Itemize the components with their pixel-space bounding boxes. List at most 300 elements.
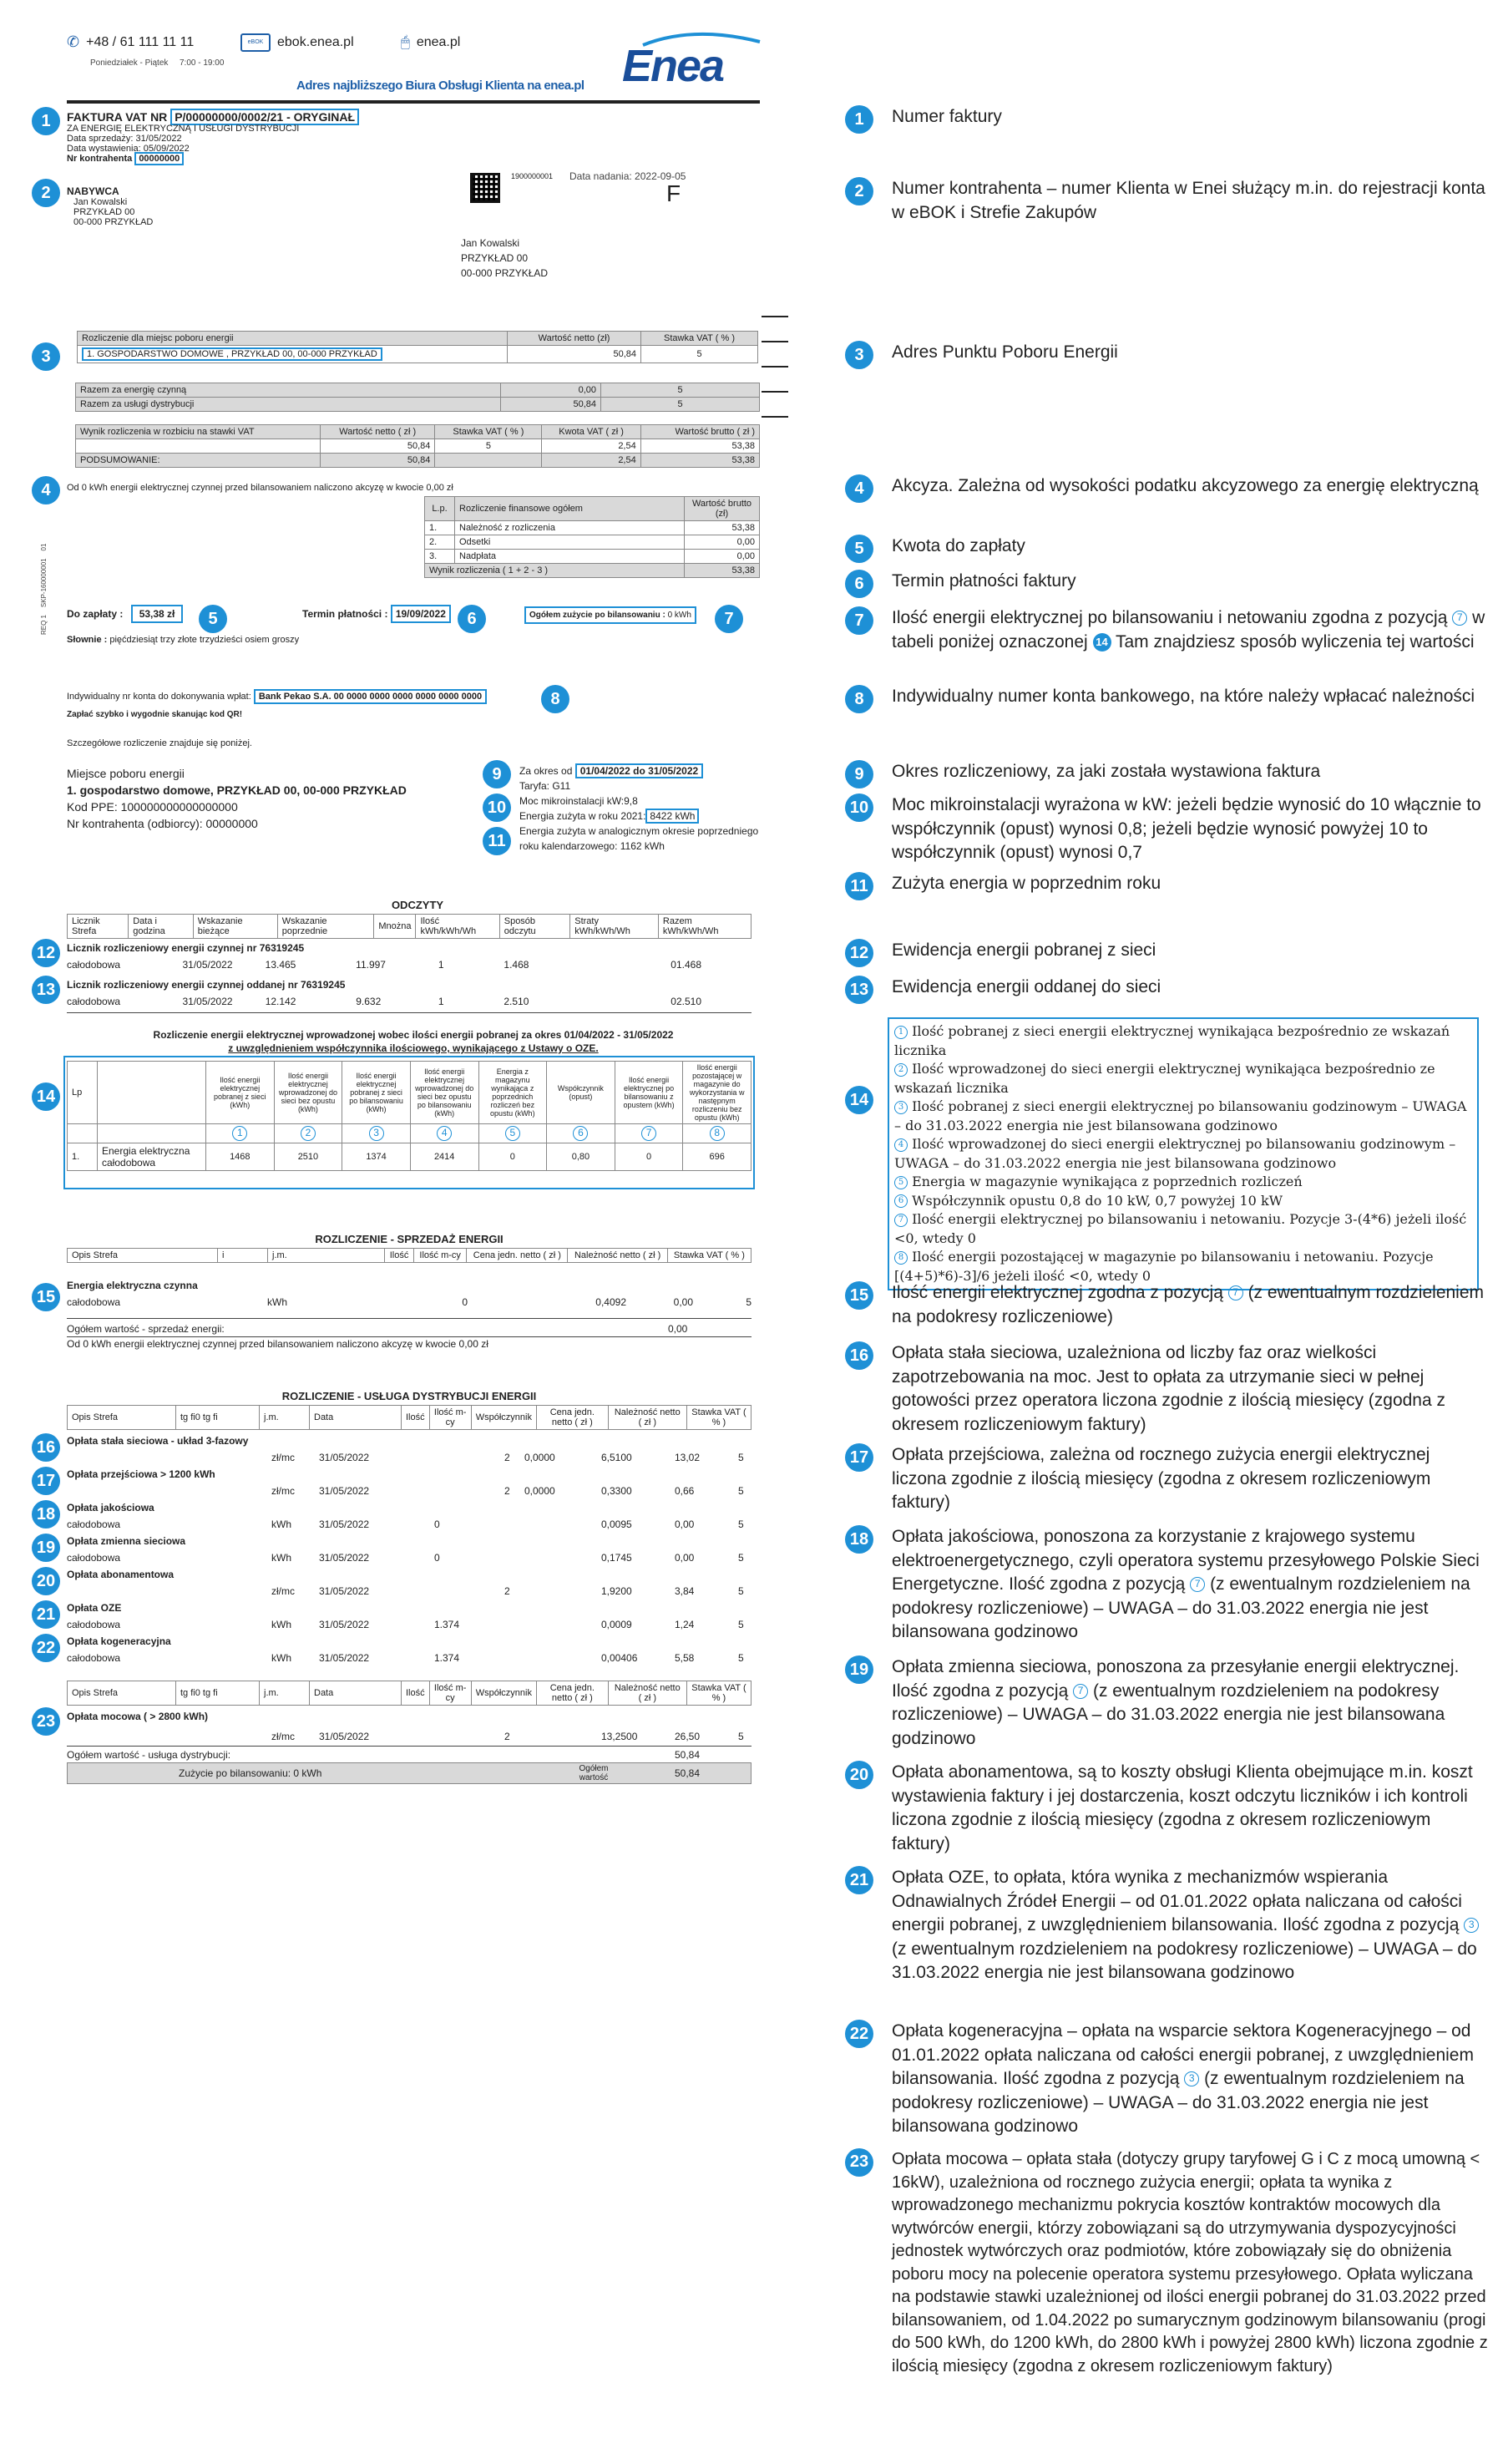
dist-header: j.m. bbox=[260, 1406, 310, 1430]
dist-cell-qty: 0 bbox=[434, 1552, 440, 1564]
dist-cell-vat: 5 bbox=[738, 1552, 744, 1564]
sales-header: Opis Strefa bbox=[68, 1249, 218, 1263]
legend-item-8 bbox=[894, 1248, 1472, 1285]
fin-header-name: Rozliczenie finansowe ogółem bbox=[455, 497, 685, 521]
power-header: Należność netto ( zł ) bbox=[608, 1681, 686, 1706]
invoice-title-prefix: FAKTURA VAT NR bbox=[67, 110, 168, 124]
ppe-label: Miejsce poboru energii bbox=[67, 767, 185, 780]
explanation-text: Moc mikroinstalacji wyrażona w kW: jeżeli będzie wynosić do 10 włącznie to współczynnik (opust) wynosi 0,8; jeżeli będzie wynosić powyżej 10 to współczynnik (opust) wynosi 0,7 bbox=[892, 795, 1481, 862]
explanation-text: Termin płatności faktury bbox=[892, 571, 1076, 591]
badge-1: 1 bbox=[845, 105, 873, 134]
circle-14: 14 bbox=[1093, 633, 1111, 651]
qr-note: Zapłać szybko i wygodnie skanując kod QR! bbox=[67, 710, 243, 719]
dist-cell-price: 6,5100 bbox=[601, 1452, 632, 1463]
badge-15: 15 bbox=[32, 1283, 60, 1311]
dist-cell-date: 31/05/2022 bbox=[319, 1585, 370, 1597]
circle-7: 7 bbox=[1228, 1285, 1243, 1300]
dist-header: Data bbox=[310, 1406, 402, 1430]
reading-cell: całodobowa bbox=[67, 996, 121, 1007]
explanation-text: Indywidualny numer konta bankowego, na które należy wpłacać należności bbox=[892, 687, 1475, 706]
dist-header: Należność netto ( zł ) bbox=[608, 1406, 686, 1430]
explanation-22-part-b: (z ewentualnym rozdzieleniem na podokresy rozliczeniowe) – UWAGA – do 31.03.2022 energia nie jest bilansowana godzinowo bbox=[892, 2069, 1465, 2136]
period-to: 31/05/2022 bbox=[648, 765, 699, 777]
explanation-7 bbox=[845, 606, 1488, 654]
power-header: Ilość bbox=[402, 1681, 430, 1706]
explanation-13 bbox=[845, 976, 1488, 1000]
fin-row-lp: 1. bbox=[425, 521, 455, 535]
vat-header: Kwota VAT ( zł ) bbox=[542, 425, 640, 439]
payment-term-label: Termin płatności : bbox=[302, 608, 388, 620]
explanation-22-part-a: Opłata kogeneracyjna – opłata na wsparcie sektora Kogeneracyjnego – od 01.01.2022 opłata naliczana od całości energii pobranej, z uwzględnieniem bilansowania. Ilość zgodna z pozycją bbox=[892, 2021, 1474, 2088]
dist-cell-net: 0,66 bbox=[675, 1485, 695, 1497]
dist-cell-net: 0,00 bbox=[675, 1518, 695, 1530]
sales-cell: kWh bbox=[267, 1296, 287, 1308]
ebok-link[interactable]: ebok.enea.pl bbox=[277, 35, 354, 49]
badge-7: 7 bbox=[845, 606, 873, 635]
explanation-text: Zużyta energia w poprzednim roku bbox=[892, 874, 1161, 893]
reading-cell: 0 bbox=[671, 959, 676, 971]
recipient-address-2: 00-000 PRZYKŁAD bbox=[461, 267, 549, 279]
explanation-text: Opłata stała sieciowa, uzależniona od liczby faz oraz wielkości zapotrzebowania na moc. Jest to opłata za utrzymanie sieci w pełnej gotowości przez operatora liczona zgodnie z ilością miesięcy (zgodna z okresem rozliczeniowym faktury) bbox=[892, 1343, 1445, 1434]
legend-item-7 bbox=[894, 1210, 1472, 1248]
ppe-code: Kod PPE: 100000000000000000 bbox=[67, 800, 238, 814]
dist-total-net: 50,84 bbox=[501, 398, 601, 412]
explanation-12 bbox=[845, 939, 1488, 963]
dist-cell-jm: zł/mc bbox=[271, 1452, 295, 1463]
dist-cell-vat: 5 bbox=[738, 1485, 744, 1497]
dist-row-title: Opłata abonamentowa bbox=[67, 1569, 175, 1580]
sale-date: Data sprzedaży: 31/05/2022 bbox=[67, 134, 182, 144]
dist-cell-jm: zł/mc bbox=[271, 1585, 295, 1597]
explanation-18-part-a: Opłata jakościowa, ponoszona za korzystanie z krajowego systemu elektroenergetycznego, czyli operatora systemu przesyłowego Polskie Sieci Energetyczne. Ilość zgodna z pozycją bbox=[892, 1527, 1480, 1594]
badge-20: 20 bbox=[845, 1761, 873, 1789]
used-year-value: 8422 kWh bbox=[645, 809, 699, 824]
oze-cell: 2510 bbox=[274, 1143, 342, 1171]
dist-title: ROZLICZENIE - USŁUGA DYSTRYBUCJI ENERGII bbox=[281, 1390, 537, 1402]
recipient-name: Jan Kowalski bbox=[461, 237, 520, 249]
badge-18: 18 bbox=[845, 1525, 873, 1554]
explanation-11 bbox=[845, 872, 1488, 896]
excise-note: Od 0 kWh energii elektrycznej czynnej przed bilansowaniem naliczono akcyzę w kwocie 0,00 zł bbox=[67, 483, 453, 493]
sales-excise: Od 0 kWh energii elektrycznej czynnej przed bilansowaniem naliczono akcyzę w kwocie 0,00 zł bbox=[67, 1338, 488, 1350]
explanation-text: Numer kontrahenta – numer Klienta w Enei służący m.in. do rejestracji konta w eBOK i Strefie Zakupów bbox=[892, 179, 1485, 222]
fin-header-lp: L.p. bbox=[425, 497, 455, 521]
legend-item-1 bbox=[894, 1022, 1472, 1060]
pp-totals-table bbox=[75, 383, 760, 412]
dist-cell-net: 13,02 bbox=[675, 1452, 701, 1463]
energy-total-label: Razem za energię czynną bbox=[76, 383, 501, 398]
badge-14: 14 bbox=[845, 1086, 873, 1114]
dist-row-title: Opłata zmienna sieciowa bbox=[67, 1535, 186, 1547]
legend-item-3 bbox=[894, 1098, 1472, 1135]
badge-5: 5 bbox=[845, 535, 873, 563]
dist-row-zone: całodobowa bbox=[67, 1652, 121, 1664]
sales-cell: 5 bbox=[746, 1296, 752, 1308]
vat-sum-cell: 50,84 bbox=[321, 454, 435, 468]
dist-cell-price: 0,00406 bbox=[601, 1652, 638, 1664]
period-row bbox=[519, 763, 770, 778]
circle-2: 2 bbox=[894, 1063, 908, 1077]
dist-cell-months: 2 bbox=[504, 1452, 510, 1463]
vat-sum-cell: 2,54 bbox=[542, 454, 640, 468]
pp-address: 1. GOSPODARSTWO DOMOWE , PRZYKŁAD 00, 00-000 PRZYKŁAD bbox=[82, 347, 382, 361]
badge-3: 3 bbox=[32, 342, 60, 371]
letter-f: F bbox=[666, 180, 681, 206]
explanation-text: Opłata mocowa – opłata stała (dotyczy grupy taryfowej G i C z mocą umowną < 16kW), uzależniona od rocznego zużycia energii; opłata ta wynika z wprowadzonego mechanizmu pokrycia kosztów kontraktów mocowych dla wytwórców energii, którzy zobowiązani są do utrzymywania dyspozycyjności jednostek wytwórczych oraz podmiotów, które zobowiązały się do obniżenia poboru mocy na polecenie operatora systemu przesyłowego. Opłata wyliczana na podstawie stawki uzależnionej od ilości energii pobranej do 31.03.2022 przed bilansowaniem, od 1.04.2022 po sumarycznym godzinowym bilansowaniu (progi do 500 kWh, do 1200 kWh, do 2800 kWh i powyżej 2800 kWh) liczona zgodnie z ilością miesięcy (zgodna z okresem rozliczeniowym faktury) bbox=[892, 2150, 1488, 2375]
recipient-address-1: PRZYKŁAD 00 bbox=[461, 252, 529, 264]
explanation-text: Opłata abonamentowa, są to koszty obsługi Klienta obejmujące m.in. koszt wystawienia faktury i jej dostarczenia, koszt odczytu liczników i ich kontroli liczona zgodnie z ilością miesięcy (zgodna z okresem rozliczeniowym faktury) bbox=[892, 1762, 1473, 1853]
circle-3: 3 bbox=[894, 1101, 908, 1114]
payment-term-value: 19/09/2022 bbox=[391, 605, 451, 623]
dist-header: Ilość bbox=[402, 1406, 430, 1430]
readings-title: ODCZYTY bbox=[391, 899, 444, 911]
badge-7: 7 bbox=[715, 605, 743, 633]
readings-header: Data i godzina bbox=[129, 915, 194, 939]
explanation-19-part-b: (z ewentualnym rozdzieleniem na podokresy rozliczeniowe) – UWAGA – do 31.03.2022 energia nie jest bilansowana godzinowo bbox=[892, 1681, 1445, 1748]
badge-5: 5 bbox=[199, 605, 227, 633]
badge-8: 8 bbox=[845, 685, 873, 713]
reading-cell: 13.465 bbox=[265, 959, 296, 971]
badge-10: 10 bbox=[483, 793, 511, 822]
contractor-label: Nr kontrahenta bbox=[67, 154, 133, 164]
sales-cell: całodobowa bbox=[67, 1296, 121, 1308]
dist-header: Ilość m-cy bbox=[429, 1406, 471, 1430]
dist-cell-jm: kWh bbox=[271, 1518, 291, 1530]
oze-column-number: 1 bbox=[232, 1126, 247, 1141]
readings-header: Straty kWh/kWh/Wh bbox=[570, 915, 659, 939]
dist-cell-qty: 1.374 bbox=[434, 1652, 460, 1664]
dist-rule bbox=[67, 1746, 752, 1747]
send-date: Data nadania: 2022-09-05 bbox=[569, 170, 686, 182]
buyer-label: NABYWCA bbox=[67, 185, 119, 197]
explanation-text: Ewidencja energii oddanej do sieci bbox=[892, 977, 1161, 996]
dist-cell-price: 0,1745 bbox=[601, 1552, 632, 1564]
explanation-text bbox=[892, 1655, 1488, 1751]
badge-14: 14 bbox=[32, 1082, 60, 1111]
oze-cell: 2414 bbox=[410, 1143, 478, 1171]
oze-cell: 0 bbox=[615, 1143, 683, 1171]
explanation-23 bbox=[845, 2148, 1488, 2378]
legend-text: Ilość wprowadzonej do sieci energii elektrycznej wynikająca bezpośrednio ze wskazań licznika bbox=[894, 1061, 1435, 1096]
dist-cell-vat: 5 bbox=[738, 1619, 744, 1630]
circle-3: 3 bbox=[1184, 2071, 1199, 2086]
oze-header: Ilość energii elektrycznej pobranej z sieci (kWh) bbox=[206, 1062, 275, 1124]
explanation-text: Kwota do zapłaty bbox=[892, 536, 1025, 555]
phone-number: +48 / 61 111 11 11 bbox=[86, 34, 195, 49]
explanation-18 bbox=[845, 1525, 1488, 1645]
vat-sum-cell bbox=[435, 454, 542, 468]
sales-cell bbox=[468, 1296, 551, 1308]
amount-words-label: Słownie : bbox=[67, 635, 108, 645]
badge-19: 19 bbox=[32, 1534, 60, 1562]
ppe-name: 1. gospodarstwo domowe, PRZYKŁAD 00, 00-000 PRZYKŁAD bbox=[67, 783, 407, 797]
period-block bbox=[519, 763, 770, 854]
buyer-block bbox=[67, 185, 153, 227]
dist-cell-qty: 1.374 bbox=[434, 1619, 460, 1630]
sales-header: Stawka VAT ( % ) bbox=[667, 1249, 751, 1263]
oze-header: Współczynnik (opust) bbox=[547, 1062, 615, 1124]
dist-cell-price: 0,0009 bbox=[601, 1619, 632, 1630]
hours-time: 7:00 - 19:00 bbox=[180, 58, 225, 68]
dist-total-bottom: 50,84 bbox=[675, 1749, 701, 1761]
circle-7: 7 bbox=[894, 1214, 908, 1227]
dist-header: Cena jedn. netto ( zł ) bbox=[536, 1406, 608, 1430]
explanation-4 bbox=[845, 474, 1488, 499]
reading-cell: 12.142 bbox=[265, 996, 296, 1007]
badge-15: 15 bbox=[845, 1281, 873, 1310]
reading-cell: 0 bbox=[671, 996, 676, 1007]
used-year-row bbox=[519, 809, 770, 824]
explanation-text bbox=[892, 1866, 1488, 1985]
explanation-7-part-c: Tam znajdziesz sposób wyliczenia tej wartości bbox=[1115, 631, 1475, 651]
readings-header: Sposób odczytu bbox=[499, 915, 570, 939]
badge-22: 22 bbox=[32, 1634, 60, 1662]
dist-header: Opis Strefa bbox=[68, 1406, 176, 1430]
circle-7: 7 bbox=[1452, 611, 1467, 626]
dist-header: tg fi0 tg fi bbox=[176, 1406, 260, 1430]
oze-cell: 0 bbox=[478, 1143, 547, 1171]
dist-total-label: Razem za usługi dystrybucji bbox=[76, 398, 501, 412]
legend-item-4 bbox=[894, 1135, 1472, 1173]
dist-cell-vat: 5 bbox=[738, 1652, 744, 1664]
reading-cell: 1.468 bbox=[504, 959, 529, 971]
reading-cell: 1.468 bbox=[676, 959, 701, 971]
badge-17: 17 bbox=[845, 1443, 873, 1472]
sales-header: Ilość bbox=[385, 1249, 414, 1263]
power-header: Ilość m-cy bbox=[429, 1681, 471, 1706]
dist-cell-date: 31/05/2022 bbox=[319, 1452, 370, 1463]
badge-11: 11 bbox=[845, 872, 873, 900]
dist-cell-price: 0,3300 bbox=[601, 1485, 632, 1497]
barcode-number: 1900000001 bbox=[511, 172, 554, 180]
power-header: Cena jedn. netto ( zł ) bbox=[536, 1681, 608, 1706]
sales-item: Energia elektryczna czynna bbox=[67, 1280, 198, 1291]
energy-total-vat: 5 bbox=[601, 383, 760, 398]
badge-18: 18 bbox=[32, 1500, 60, 1529]
circle-5: 5 bbox=[894, 1176, 908, 1189]
period-label: Za okres od bbox=[519, 765, 573, 777]
dist-row-title: Opłata przejściowa > 1200 kWh bbox=[67, 1468, 215, 1480]
fin-row-lp: 3. bbox=[425, 550, 455, 564]
sales-rule bbox=[67, 1318, 752, 1319]
dist-row-zone: całodobowa bbox=[67, 1619, 121, 1630]
explanation-17 bbox=[845, 1443, 1488, 1515]
badge-13: 13 bbox=[32, 976, 60, 1004]
oze-header: Ilość energii elektrycznej pobranej z sieci po bilansowaniu (kWh) bbox=[342, 1062, 411, 1124]
explanation-7-part-b: w tabeli poniżej oznaczonej bbox=[892, 608, 1485, 651]
power-vat: 5 bbox=[738, 1731, 744, 1742]
power-header: Współczynnik bbox=[471, 1681, 536, 1706]
dist-cell-date: 31/05/2022 bbox=[319, 1518, 370, 1530]
badge-6: 6 bbox=[458, 605, 486, 633]
oze-column-number: 4 bbox=[437, 1126, 452, 1141]
explanation-3 bbox=[845, 341, 1488, 365]
amount-due-row bbox=[67, 608, 183, 620]
oze-legend bbox=[888, 1017, 1479, 1290]
overall-bar bbox=[67, 1762, 752, 1784]
vat-header: Wynik rozliczenia w rozbiciu na stawki VAT bbox=[76, 425, 321, 439]
side-code: REQ 1 SKP-160000001 01 bbox=[40, 543, 48, 635]
explanation-19 bbox=[845, 1655, 1488, 1751]
dist-cell-date: 31/05/2022 bbox=[319, 1652, 370, 1664]
badge-20: 20 bbox=[32, 1567, 60, 1595]
dist-total-vat: 5 bbox=[601, 398, 760, 412]
tariff: Taryfa: G11 bbox=[519, 780, 571, 792]
sales-header-table bbox=[67, 1248, 752, 1263]
badge-8: 8 bbox=[541, 685, 569, 713]
explanation-10 bbox=[845, 793, 1488, 865]
reading-cell: 31/05/2022 bbox=[182, 996, 233, 1007]
contractor-number-row bbox=[67, 154, 434, 164]
vat-header: Wartość brutto ( zł ) bbox=[640, 425, 759, 439]
legend-text: Współczynnik opustu 0,8 do 10 kW, 0,7 powyżej 10 kW bbox=[912, 1192, 1283, 1209]
dist-cell-months: 2 bbox=[504, 1485, 510, 1497]
reading-cell bbox=[603, 959, 635, 971]
invoice-subtitle: ZA ENERGIĘ ELEKTRYCZNĄ I USŁUGI DYSTRYBUCJI bbox=[67, 124, 300, 134]
reading-cell: 2.510 bbox=[676, 996, 701, 1007]
reading-cell: 9.632 bbox=[356, 996, 382, 1007]
phone-contact bbox=[67, 33, 194, 51]
power-header: Data bbox=[310, 1681, 402, 1706]
invoice-title-block bbox=[67, 110, 434, 164]
legend-item-5 bbox=[894, 1173, 1472, 1192]
readings-header: Wskazanie bieżące bbox=[193, 915, 277, 939]
explanation-22 bbox=[845, 2020, 1488, 2139]
badge-2: 2 bbox=[32, 179, 60, 207]
readings-header: Wskazanie poprzednie bbox=[277, 915, 374, 939]
explanation-text: Ewidencja energii pobranej z sieci bbox=[892, 940, 1156, 960]
prev-usage: Energia zużyta w analogicznym okresie poprzedniego roku kalendarzowego: 1162 kWh bbox=[519, 825, 759, 852]
power-net: 26,50 bbox=[675, 1731, 701, 1742]
dist-cell-coef: 0,0000 bbox=[524, 1485, 555, 1497]
ppe-contractor: Nr kontrahenta (odbiorcy): 00000000 bbox=[67, 817, 258, 830]
reading-cell: 2.510 bbox=[504, 996, 529, 1007]
usage-value: 0 kWh bbox=[667, 611, 691, 620]
amount-due-label: Do zapłaty : bbox=[67, 608, 124, 620]
dist-cell-qty: 0 bbox=[434, 1518, 440, 1530]
pp-row-net: 50,84 bbox=[508, 346, 641, 363]
invoice-number: P/00000000/0002/21 - ORYGINAŁ bbox=[170, 109, 359, 125]
legend-text: Ilość pobranej z sieci energii elektrycznej wynikająca bezpośrednio ze wskazań licznika bbox=[894, 1023, 1450, 1058]
fin-row-val: 0,00 bbox=[685, 550, 760, 564]
power-title: Opłata mocowa ( > 2800 kWh) bbox=[67, 1711, 209, 1722]
account-number: Bank Pekao S.A. 00 0000 0000 0000 0000 0000 0000 bbox=[254, 689, 487, 704]
oze-header bbox=[98, 1062, 206, 1124]
badge-4: 4 bbox=[845, 474, 873, 503]
meter2-title: Licznik rozliczeniowy energii czynnej oddanej nr 76319245 bbox=[67, 979, 346, 991]
legend-text: Energia w magazynie wynikająca z poprzednich rozliczeń bbox=[912, 1174, 1303, 1189]
oze-column-number: 8 bbox=[710, 1126, 725, 1141]
reading-cell: całodobowa bbox=[67, 959, 121, 971]
explanation-19-part-a: Opłata zmienna sieciowa, ponoszona za przesyłanie energii elektrycznej. Ilość zgodna z pozycją bbox=[892, 1657, 1460, 1701]
dist-cell-months: 2 bbox=[504, 1585, 510, 1597]
oze-cell: 1468 bbox=[206, 1143, 275, 1171]
financial-table bbox=[424, 496, 760, 578]
oze-title-2: z uwzględnieniem współczynnika ilościowego, wynikającego z Ustawy o OZE. bbox=[228, 1042, 599, 1054]
dist-row-zone: całodobowa bbox=[67, 1552, 121, 1564]
dist-row-title: Opłata stała sieciowa - układ 3-fazowy bbox=[67, 1435, 249, 1447]
oze-table bbox=[67, 1061, 752, 1171]
power-header: tg fi0 tg fi bbox=[176, 1681, 260, 1706]
fin-row-val: 53,38 bbox=[685, 521, 760, 535]
buyer-address-1: PRZYKŁAD 00 bbox=[73, 207, 135, 217]
dist-cell-price: 0,0095 bbox=[601, 1518, 632, 1530]
badge-9: 9 bbox=[483, 760, 511, 788]
explanation-text bbox=[892, 1525, 1488, 1645]
buyer-name: Jan Kowalski bbox=[73, 197, 128, 207]
dist-cell-net: 5,58 bbox=[675, 1652, 695, 1664]
power-header: Stawka VAT ( % ) bbox=[686, 1681, 751, 1706]
fin-result-label: Wynik rozliczenia ( 1 + 2 - 3 ) bbox=[425, 564, 685, 578]
circle-3: 3 bbox=[1464, 1918, 1479, 1933]
oze-cell: 1. bbox=[68, 1143, 98, 1171]
explanation-7-part-a: Ilość energii elektrycznej po bilansowaniu i netowaniu zgodna z pozycją bbox=[892, 608, 1448, 627]
recipient-block bbox=[461, 236, 548, 281]
readings-header: Ilość kWh/kWh/Wh bbox=[416, 915, 499, 939]
sales-total: 0,00 bbox=[668, 1323, 688, 1335]
fin-row-name: Nadpłata bbox=[455, 550, 685, 564]
power-price: 13,2500 bbox=[601, 1731, 638, 1742]
dist-row-zone: całodobowa bbox=[67, 1518, 121, 1530]
vat-sum-label: PODSUMOWANIE: bbox=[76, 454, 321, 468]
web-link[interactable]: enea.pl bbox=[416, 34, 461, 49]
explanation-15 bbox=[845, 1281, 1488, 1329]
explanation-15-part-a: Ilość energii elektrycznej zgodna z pozycją bbox=[892, 1283, 1223, 1302]
badge-12: 12 bbox=[32, 939, 60, 967]
details-note: Szczegółowe rozliczenie znajduje się poniżej. bbox=[67, 738, 252, 748]
office-link[interactable]: Adres najbliższego Biura Obsługi Klienta na enea.pl bbox=[296, 79, 584, 93]
dist-cell-jm: kWh bbox=[271, 1552, 291, 1564]
badge-23: 23 bbox=[845, 2148, 873, 2177]
readings-header: Razem kWh/kWh/Wh bbox=[658, 915, 751, 939]
explanation-16 bbox=[845, 1341, 1488, 1437]
badge-19: 19 bbox=[845, 1655, 873, 1684]
dist-row-title: Opłata jakościowa bbox=[67, 1502, 154, 1513]
amount-due-value: 53,38 zł bbox=[131, 605, 184, 623]
dist-row-title: Opłata OZE bbox=[67, 1602, 122, 1614]
pp-table bbox=[77, 331, 758, 363]
explanation-text: Akcyza. Zależna od wysokości podatku akcyzowego za energię elektryczną bbox=[892, 476, 1479, 495]
oze-header: Ilość energii elektrycznej wprowadzonej do sieci bez opustu po bilansowaniu (kWh) bbox=[410, 1062, 478, 1124]
oze-column-number: 3 bbox=[369, 1126, 384, 1141]
legend-text: Ilość energii pozostającej w magazynie po bilansowaniu i netowaniu. Pozycje [(4+5)*6)-3]/6 jeżeli ilość <0, wtedy 0 bbox=[894, 1249, 1434, 1284]
dist-header-table bbox=[67, 1405, 752, 1430]
explanation-text: Opłata przejściowa, zależna od rocznego zużycia energii elektrycznej liczona zgodnie z ilością miesięcy (zgodna z okresem rozliczeniowym faktury) bbox=[892, 1445, 1431, 1512]
explanation-text: Okres rozliczeniowy, za jaki została wystawiona faktura bbox=[892, 762, 1321, 781]
badge-6: 6 bbox=[845, 570, 873, 598]
sales-header: i bbox=[218, 1249, 268, 1263]
legend-text: Ilość wprowadzonej do sieci energii elektrycznej po bilansowaniu godzinowym – UWAGA – do 31.03.2022 energia nie jest bilansowana godzinowo bbox=[894, 1136, 1456, 1171]
sales-cell bbox=[217, 1296, 267, 1308]
account-row bbox=[67, 692, 487, 702]
vat-header: Stawka VAT ( % ) bbox=[435, 425, 542, 439]
oze-header: Energia z magazynu wynikająca z poprzednich rozliczeń bez opustu (kWh) bbox=[478, 1062, 547, 1124]
invoice-header bbox=[67, 30, 760, 105]
pp-header-place: Rozliczenie dla miejsc poboru energii bbox=[78, 332, 508, 346]
barcode-icon bbox=[470, 173, 500, 203]
badge-9: 9 bbox=[845, 760, 873, 788]
badge-22: 22 bbox=[845, 2020, 873, 2048]
badge-13: 13 bbox=[845, 976, 873, 1004]
hours-days: Poniedziałek - Piątek bbox=[90, 58, 169, 68]
explanation-20 bbox=[845, 1761, 1488, 1856]
dist-cell-vat: 5 bbox=[738, 1452, 744, 1463]
dist-row-title: Opłata kogeneracyjna bbox=[67, 1635, 171, 1647]
sales-rule bbox=[67, 1336, 752, 1337]
readings-rule bbox=[67, 1012, 752, 1013]
fin-row-lp: 2. bbox=[425, 535, 455, 550]
explanation-1 bbox=[845, 105, 1488, 129]
